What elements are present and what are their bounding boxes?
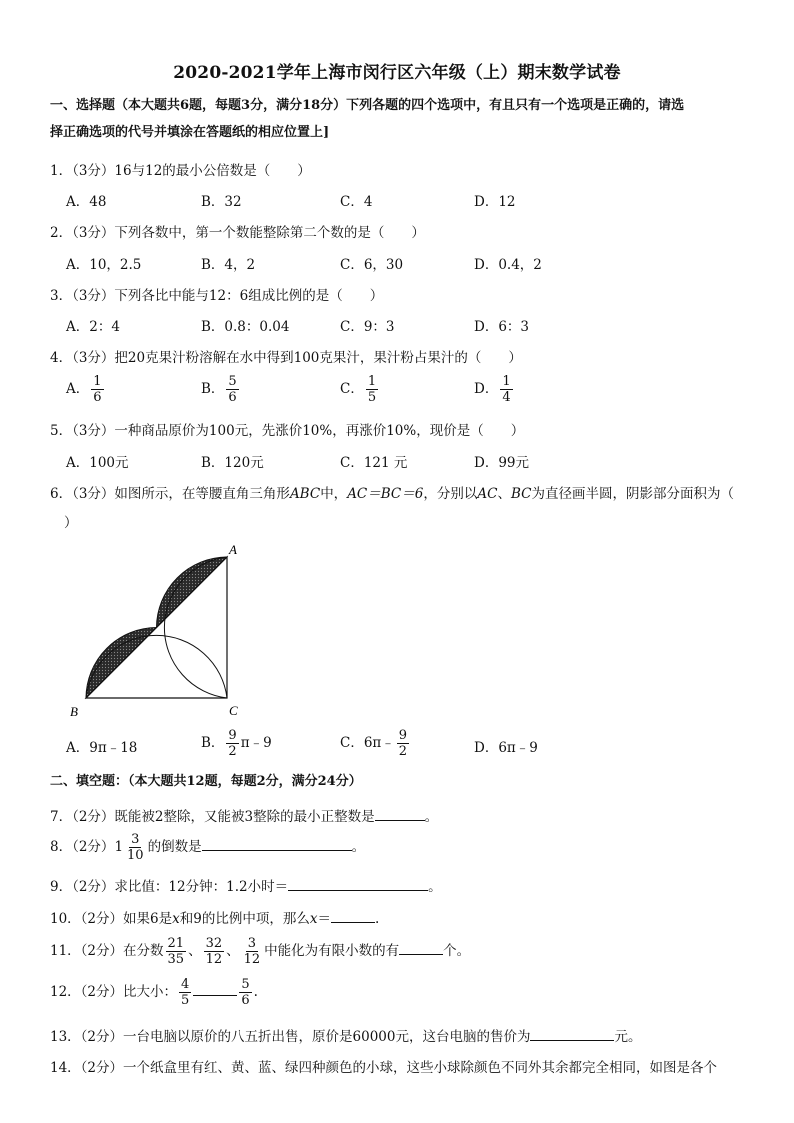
question-7 — [50, 805, 750, 825]
numerator: 5 — [228, 374, 237, 389]
option-a: A．48 — [66, 194, 107, 210]
fraction — [226, 374, 238, 405]
q9-end: 。 — [428, 879, 442, 895]
mixed-whole: 1 — [114, 839, 124, 855]
option-c: C．9：3 — [340, 319, 395, 335]
option-d: D．12 — [474, 194, 516, 210]
question-14: 14．（2分）一个纸盒里有红、黄、蓝、绿四种颜色的小球，这些小球除颜色不同外其余都完全相同，如图是各个 — [50, 1060, 718, 1076]
denominator: 6 — [93, 390, 102, 405]
answer-blank[interactable] — [530, 1026, 614, 1041]
triangle-abc — [86, 557, 227, 698]
denominator: 6 — [228, 390, 237, 405]
numerator: 3 — [247, 936, 257, 951]
q12-end: . — [253, 984, 258, 1000]
question-3: 3．（3分）下列各比中能与12：6组成比例的是（ ） — [50, 288, 384, 304]
denominator: 12 — [205, 952, 223, 967]
denominator: 5 — [181, 993, 190, 1008]
fraction — [91, 374, 103, 405]
option-tail: π﹣9 — [240, 735, 272, 751]
numerator: 9 — [228, 728, 237, 743]
option-label: D． — [474, 381, 499, 397]
option-d: D．0.4，2 — [474, 257, 542, 273]
label-c: C — [229, 703, 238, 718]
q8-end: 。 — [351, 839, 366, 855]
section-1-header — [50, 92, 750, 146]
q11-text-2: 中能化为有限小数的有 — [264, 943, 400, 959]
option-d: D．6π﹣9 — [474, 740, 538, 756]
option-label: B． — [201, 735, 225, 751]
q6-text-4: 为直径画半圆，阴影部分面积为（ — [531, 486, 734, 502]
q11-text-1: 11．（2分）在分数 — [50, 943, 164, 959]
question-11 — [50, 936, 750, 967]
numerator: 1 — [502, 374, 511, 389]
question-4-options — [66, 374, 746, 410]
question-10 — [50, 907, 750, 927]
answer-blank[interactable] — [193, 981, 237, 996]
fraction — [179, 977, 191, 1008]
numerator: 9 — [398, 728, 408, 743]
semicircle-triangle-figure — [62, 540, 262, 725]
question-9 — [50, 875, 750, 895]
denominator: 35 — [167, 952, 185, 967]
option-c: C．4 — [340, 194, 373, 210]
q11-sep: 、 — [226, 943, 240, 959]
option-b — [201, 374, 241, 405]
answer-blank[interactable] — [399, 940, 443, 955]
option-c: C．6，30 — [340, 257, 404, 273]
section-1-line-1: 一、选择题（本大题共6题，每题3分，满分18分）下列各题的四个选项中，有且只有一个选项是正确的，请选 — [50, 98, 685, 113]
option-a: A．2：4 — [66, 319, 120, 335]
question-6-options — [66, 728, 746, 764]
numerator: 4 — [181, 977, 190, 992]
fraction — [239, 977, 251, 1008]
q10-end: . — [374, 911, 380, 927]
question-12 — [50, 977, 750, 1008]
question-1-options — [66, 190, 746, 212]
q10-text-1: 10．（2分）如果6是 — [50, 911, 173, 927]
option-a: A．100元 — [66, 455, 129, 471]
fraction — [166, 936, 187, 967]
numerator: 5 — [241, 977, 250, 992]
option-b: B．0.8：0.04 — [201, 319, 290, 335]
q6-side-bc: BC — [510, 486, 532, 502]
option-b — [201, 728, 272, 759]
question-5: 5．（3分）一种商品原价为100元，先涨价10%，再涨价10%，现价是（ ） — [50, 423, 525, 439]
q7-text: 7．（2分）既能被2整除，又能被3整除的最小正整数是 — [50, 809, 375, 825]
answer-blank[interactable] — [331, 908, 375, 923]
q13-text: 13．（2分）一台电脑以原价的八五折出售，原价是60000元，这台电脑的售价为 — [50, 1029, 531, 1045]
question-8 — [50, 832, 750, 863]
q10-text-2: 和9的比例中项，那么 — [179, 911, 310, 927]
option-a — [66, 374, 106, 405]
answer-blank[interactable] — [375, 806, 425, 821]
question-5-options — [66, 451, 746, 473]
q6-side-ac: AC — [477, 486, 498, 502]
variable-x: x — [172, 911, 180, 927]
fraction — [366, 374, 378, 405]
denominator: 2 — [228, 744, 237, 759]
section-2-header: 二、填空题：（本大题共12题，每题2分，满分24分） — [50, 774, 362, 789]
answer-blank[interactable] — [288, 876, 428, 891]
answer-blank[interactable] — [202, 836, 352, 851]
numerator: 3 — [131, 832, 140, 847]
option-label: C．6π﹣ — [340, 735, 395, 751]
option-label: A． — [66, 381, 90, 397]
q11-end: 个。 — [443, 943, 471, 959]
section-1-line-2: 择正确选项的代号并填涂在答题纸的相应位置上] — [50, 125, 330, 140]
q8-text: 的倒数是 — [147, 839, 202, 855]
option-b: B．4，2 — [201, 257, 256, 273]
page-title: 2020-2021学年上海市闵行区六年级（上）期末数学试卷 — [173, 63, 621, 83]
q6-triangle-name: ABC — [289, 486, 321, 502]
fraction — [125, 832, 146, 863]
q9-text: 9．（2分）求比值：12分钟：1.2小时＝ — [50, 879, 289, 895]
question-6-line-2: ） — [64, 515, 78, 531]
q10-eq: ＝ — [317, 911, 331, 927]
q6-text-2: 中， — [320, 486, 348, 502]
numerator: 1 — [93, 374, 102, 389]
q11-sep: 、 — [188, 943, 202, 959]
option-c — [340, 374, 380, 405]
option-d: D．6：3 — [474, 319, 530, 335]
option-d — [474, 374, 515, 405]
option-a: A．10，2.5 — [66, 257, 142, 273]
option-c — [340, 728, 411, 759]
question-2: 2．（3分）下列各数中，第一个数能整除第二个数的是（ ） — [50, 225, 425, 241]
q7-end: 。 — [424, 809, 439, 825]
q12-text: 12．（2分）比大小： — [50, 984, 178, 1000]
q6-text-3: ，分别以 — [423, 486, 478, 502]
fraction — [500, 374, 512, 405]
option-b: B．32 — [201, 194, 242, 210]
numerator: 1 — [367, 374, 377, 389]
option-a: A．9π﹣18 — [66, 740, 138, 756]
option-label: C． — [340, 381, 364, 397]
numerator: 21 — [167, 936, 185, 951]
question-1: 1．（3分）16与12的最小公倍数是（ ） — [50, 163, 311, 179]
question-3-options — [66, 315, 746, 337]
denominator: 6 — [241, 993, 250, 1008]
label-a: A — [229, 542, 237, 557]
denominator: 2 — [398, 744, 408, 759]
fraction — [226, 728, 238, 759]
variable-x: x — [309, 911, 318, 927]
option-d: D．99元 — [474, 455, 530, 471]
question-13 — [50, 1025, 750, 1045]
fraction — [397, 728, 409, 759]
option-label: B． — [201, 381, 225, 397]
question-6 — [50, 482, 750, 502]
option-c: C．121 元 — [340, 455, 408, 471]
q13-end: 元。 — [614, 1029, 642, 1045]
option-b: B．120元 — [201, 455, 264, 471]
denominator: 4 — [502, 390, 511, 405]
label-b: B — [70, 704, 78, 719]
q6-sep: 、 — [497, 486, 511, 502]
denominator: 10 — [127, 848, 144, 863]
q6-equation: AC＝BC＝6 — [347, 486, 424, 502]
question-2-options — [66, 253, 746, 275]
q6-text-1: 6．（3分）如图所示，在等腰直角三角形 — [50, 486, 290, 502]
question-4: 4．（3分）把20克果汁粉溶解在水中得到100克果汁，果汁粉占果汁的（ ） — [50, 350, 522, 366]
denominator: 5 — [367, 390, 377, 405]
fraction — [204, 936, 225, 967]
numerator: 32 — [205, 936, 223, 951]
q8-prefix: 8．（2分） — [50, 839, 115, 855]
denominator: 12 — [243, 952, 261, 967]
fraction — [242, 936, 263, 967]
